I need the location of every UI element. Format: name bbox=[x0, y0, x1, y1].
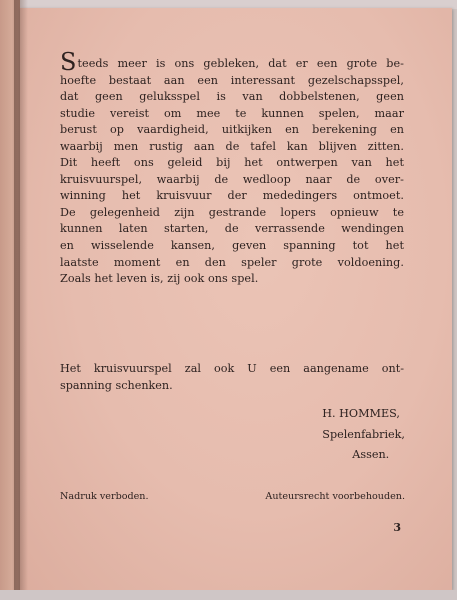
text-line: kruisvuurspel, waarbij de wedloop naar de over- bbox=[60, 172, 404, 186]
page-number: 3 bbox=[393, 521, 401, 534]
footer-copyright-notice: Auteursrecht voorbehouden. bbox=[265, 491, 405, 502]
text-line: Zoals het leven is, zij ook ons spel. bbox=[60, 272, 259, 286]
signature-city: Assen. bbox=[352, 448, 390, 461]
text-line: Dit heeft ons geleid bij het ontwerpen van het bbox=[60, 156, 404, 170]
text-line: berust op vaardigheid, uitkijken en berekening en bbox=[60, 123, 404, 137]
text-line: De gelegenheid zijn gestrande lopers opnieuw te bbox=[60, 205, 404, 219]
text-line: winning het kruisvuur der mededingers ontmoet. bbox=[60, 189, 404, 203]
text-line: hoefte bestaat aan een interessant gezelschapsspel, bbox=[60, 73, 404, 87]
signature-company: Spelenfabriek, bbox=[322, 427, 405, 441]
closing-paragraph bbox=[60, 361, 404, 394]
page-bottom-edge bbox=[0, 590, 457, 600]
text-line: Het kruisvuurspel zal ook U een aangename ont- bbox=[60, 362, 404, 375]
text-line: spanning schenken. bbox=[60, 378, 173, 392]
page-gutter-shadow bbox=[14, 0, 28, 600]
drop-cap: S bbox=[60, 48, 77, 76]
text-line: dat geen geluksspel is van dobbelstenen, geen bbox=[60, 90, 404, 104]
signature-block bbox=[322, 404, 405, 466]
text-line: laatste moment en den speler grote voldoening. bbox=[60, 255, 404, 269]
text-line: studie vereist om mee te kunnen spelen, maar bbox=[60, 106, 404, 120]
text-line: Steeds meer is ons gebleken, dat er een grote be- bbox=[60, 48, 404, 76]
text-line: kunnen laten starten, de verrassende wendingen bbox=[60, 222, 404, 236]
text-line: en wisselende kansen, geven spanning tot het bbox=[60, 239, 404, 253]
intro-paragraph bbox=[60, 48, 404, 288]
signature-name: H. HOMMES, bbox=[322, 407, 400, 420]
footer-reprint-notice: Nadruk verboden. bbox=[60, 491, 149, 502]
text-line: waarbij men rustig aan de tafel kan blijven zitten. bbox=[60, 139, 404, 153]
